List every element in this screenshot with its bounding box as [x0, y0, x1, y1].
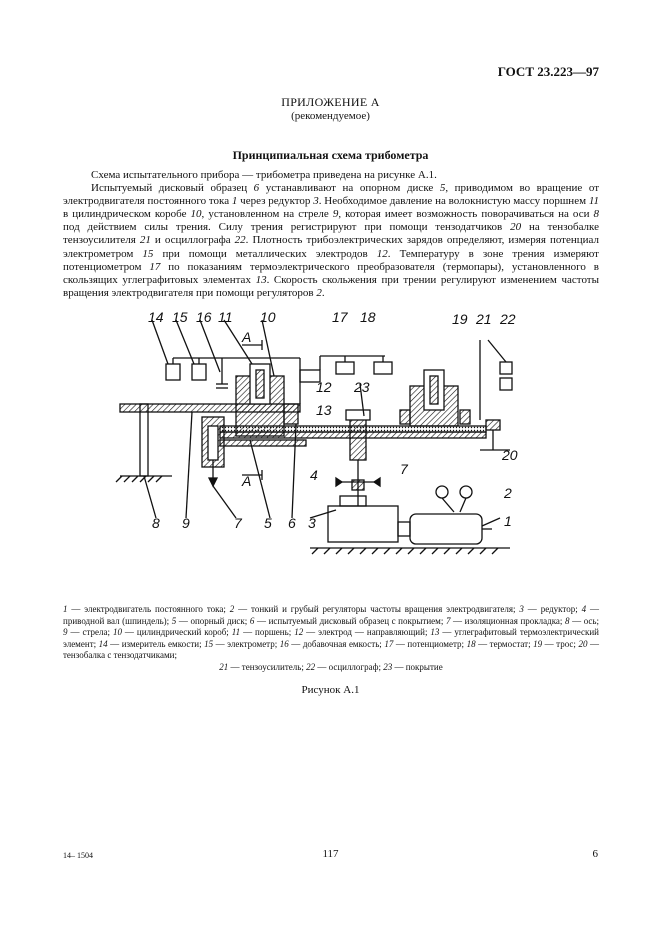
- label-14: 14: [148, 309, 164, 325]
- oscillograph-22: [500, 378, 512, 390]
- label-22: 22: [500, 311, 516, 327]
- legend-items: [63, 604, 599, 662]
- legend-item: 16 — добавочная емкость;: [279, 638, 385, 649]
- label-19: 19: [452, 311, 468, 327]
- figure-caption: Рисунок А.1: [301, 684, 360, 696]
- legend-item: 10 — цилиндрический короб;: [112, 627, 232, 637]
- section-heading: Принципиальная схема трибометра: [232, 148, 429, 162]
- legend-item: 8 — ось;: [565, 615, 600, 626]
- page-number: 117: [322, 848, 339, 860]
- label-9: 9: [182, 515, 190, 531]
- legend-item: 18 — термостат;: [466, 638, 534, 649]
- capacitance-meter-14: [166, 364, 180, 380]
- legend-item: 13 — углеграфитовый термоэлектрический элемент;: [63, 627, 599, 649]
- legend-item: 12 — электрод — направляющий;: [294, 627, 431, 637]
- gearbox-3: [328, 506, 398, 542]
- potentiometer-17: [336, 362, 354, 374]
- legend-item: 9 — стрела;: [63, 627, 113, 637]
- label-18: 18: [360, 309, 376, 325]
- legend-item: 17 — потенциометр;: [384, 638, 467, 649]
- legend-item: 14 — измеритель емкости;: [98, 638, 205, 649]
- label-7: 7: [234, 515, 242, 531]
- legend-item: 20 — тензобалка с тензодатчиками;: [63, 638, 599, 660]
- label-10: 10: [260, 309, 276, 325]
- motor-1: [410, 514, 482, 544]
- label-1: 1: [504, 513, 512, 529]
- legend-item: 7 — изоляционная прокладка;: [445, 615, 566, 626]
- label-2: 2: [504, 485, 512, 501]
- tension-beam-20: [486, 420, 500, 430]
- label-16: 16: [196, 309, 212, 325]
- spindle-4: [350, 416, 366, 460]
- legend-item: 23 — покрытие: [383, 661, 443, 672]
- label-13: 13: [316, 402, 332, 418]
- body-text: [63, 169, 599, 300]
- paragraph-2: Испытуемый дисковый образец 6 устанавливают на опорном диске 5, приводимом во вращение от электродвигателя постоянного тока 1 через редуктор 3. Необходимое давление на волокнистую массу поршнем 11 в цилиндрическом коробе 10, установленном на стреле 9, которая имеет возможность поворачиваться на оси 8 под действием силы трения. Силу трения регистрируют при помощи тензодатчиков 20 на тензобалке тензоусилителя 21 и осциллографа 22. Плотность трибоэлектрических зарядов определяют, измеряя потенциал электрометром 15 при помощи металлических электродов 12. Температуру в зоне трения измеряют потенциометром 17 по показаниям термоэлектрического преобразователя (термопары), установленного в скользящих углеграфитовых элементах 13. Скорость скольжения при трении регулируют изменением частоты вращения электродвигателя при помощи регуляторов 2.: [63, 182, 600, 299]
- electrometer-15: [192, 364, 206, 380]
- legend-item: 6 — испытуемый дисковый образец с покрытием;: [249, 615, 446, 626]
- regulator-2a: [436, 486, 448, 498]
- label-5: 5: [264, 515, 272, 531]
- legend-item: 11 — поршень;: [231, 627, 295, 637]
- legend-item: 2 — тонкий и грубый регуляторы частоты вращения электродвигателя;: [229, 604, 520, 614]
- legend-item: 4 — приводной вал (шпиндель);: [63, 604, 600, 626]
- label-15: 15: [172, 309, 188, 325]
- label-20: 20: [502, 447, 518, 463]
- legend-item: 22 — осциллограф;: [306, 661, 384, 672]
- footer-code: 14– 1504: [63, 851, 93, 860]
- label-21: 21: [476, 311, 492, 327]
- tensoamplifier-21: [500, 362, 512, 374]
- label-8: 8: [152, 515, 160, 531]
- paragraph-1: Схема испытательного прибора — трибометра приведена на рисунке А.1.: [91, 169, 437, 181]
- legend-item: 15 — электрометр;: [204, 638, 280, 649]
- label-7a: 7: [400, 461, 408, 477]
- label-17: 17: [332, 309, 348, 325]
- legend-item: 19 — трос;: [533, 638, 579, 649]
- electrode-12: [284, 404, 298, 424]
- standard-number: ГОСТ 23.223—97: [497, 64, 599, 79]
- thermostat-18: [374, 362, 392, 374]
- legend-last-line: [63, 662, 599, 674]
- legend-item: 21 — тензоусилитель;: [219, 661, 307, 672]
- legend-item: 3 — редуктор;: [519, 604, 582, 614]
- label-6: 6: [288, 515, 296, 531]
- label-12: 12: [316, 379, 332, 395]
- label-11: 11: [218, 309, 233, 325]
- axis-8: [140, 404, 148, 476]
- tribometer-diagram: [110, 300, 530, 595]
- figure-legend: [63, 604, 599, 673]
- label-23: 23: [354, 379, 370, 395]
- label-a-bottom: А: [242, 473, 252, 489]
- appendix-subtitle: (рекомендуемое): [291, 110, 370, 122]
- label-a-top: А: [242, 329, 252, 345]
- appendix-title: ПРИЛОЖЕНИЕ А: [281, 95, 380, 109]
- regulator-2b: [460, 486, 472, 498]
- label-3: 3: [308, 515, 316, 531]
- legend-item: 5 — опорный диск;: [171, 615, 250, 626]
- legend-item: 1 — электродвигатель постоянного тока;: [63, 604, 230, 614]
- label-4: 4: [310, 467, 318, 483]
- sheet-number: 6: [592, 848, 598, 860]
